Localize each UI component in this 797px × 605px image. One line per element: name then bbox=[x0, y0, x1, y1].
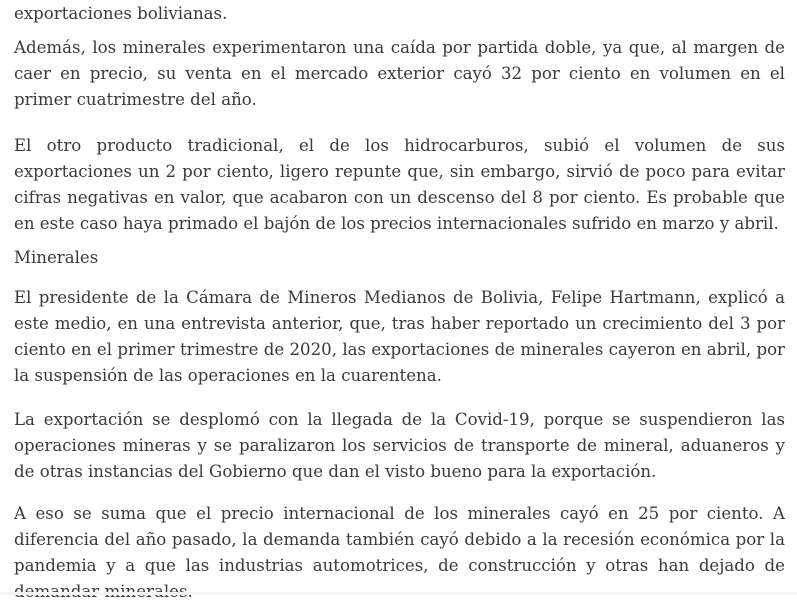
article-paragraph-hartmann: El presidente de la Cámara de Mineros Medianos de Bolivia, Felipe Hartmann, explicó a este medio, en una entrevista anterior, que, tras haber reportado un crecimiento del 3 por ciento en el primer trimestre de 2020, las exportaciones de minerales cayeron en abril, por la suspensión de las operaciones en la cuarentena. bbox=[14, 288, 785, 385]
article-subheading: Minerales bbox=[14, 248, 99, 267]
article-paragraph-price-drop: A eso se suma que el precio internacional de los minerales cayó en 25 por ciento. A diferencia del año pasado, la demanda también cayó debido a la recesión económica por la pandemia y a que las industrias automotrices, de construcción y otras han dejado de bbox=[14, 504, 785, 575]
article-paragraph-fragment: exportaciones bolivianas. bbox=[14, 4, 228, 23]
article-paragraph-hydrocarbons: El otro producto tradicional, el de los hidrocarburos, subió el volumen de sus exportaciones un 2 por ciento, ligero repunte que, sin embargo, sirvió de poco para evitar cifras negativas en valor, que acabaron con un descenso del 8 por ciento. Es probable que en este caso haya primado el bajón de los precios internacionales sufrido en marzo y abril. bbox=[14, 136, 785, 233]
article-paragraph-minerals-drop: Además, los minerales experimentaron una caída por partida doble, ya que, al margen de caer en precio, su venta en el mercado exterior cayó 32 por ciento en volumen en el primer cuatrimestre del año. bbox=[14, 38, 785, 109]
article-paragraph-covid-export: La exportación se desplomó con la llegada de la Covid-19, porque se suspendieron las operaciones mineras y se paralizaron los servicios de transporte de mineral, aduaneros y de otras instancias del Gobierno que dan el visto bueno para la exportación. bbox=[14, 410, 785, 481]
